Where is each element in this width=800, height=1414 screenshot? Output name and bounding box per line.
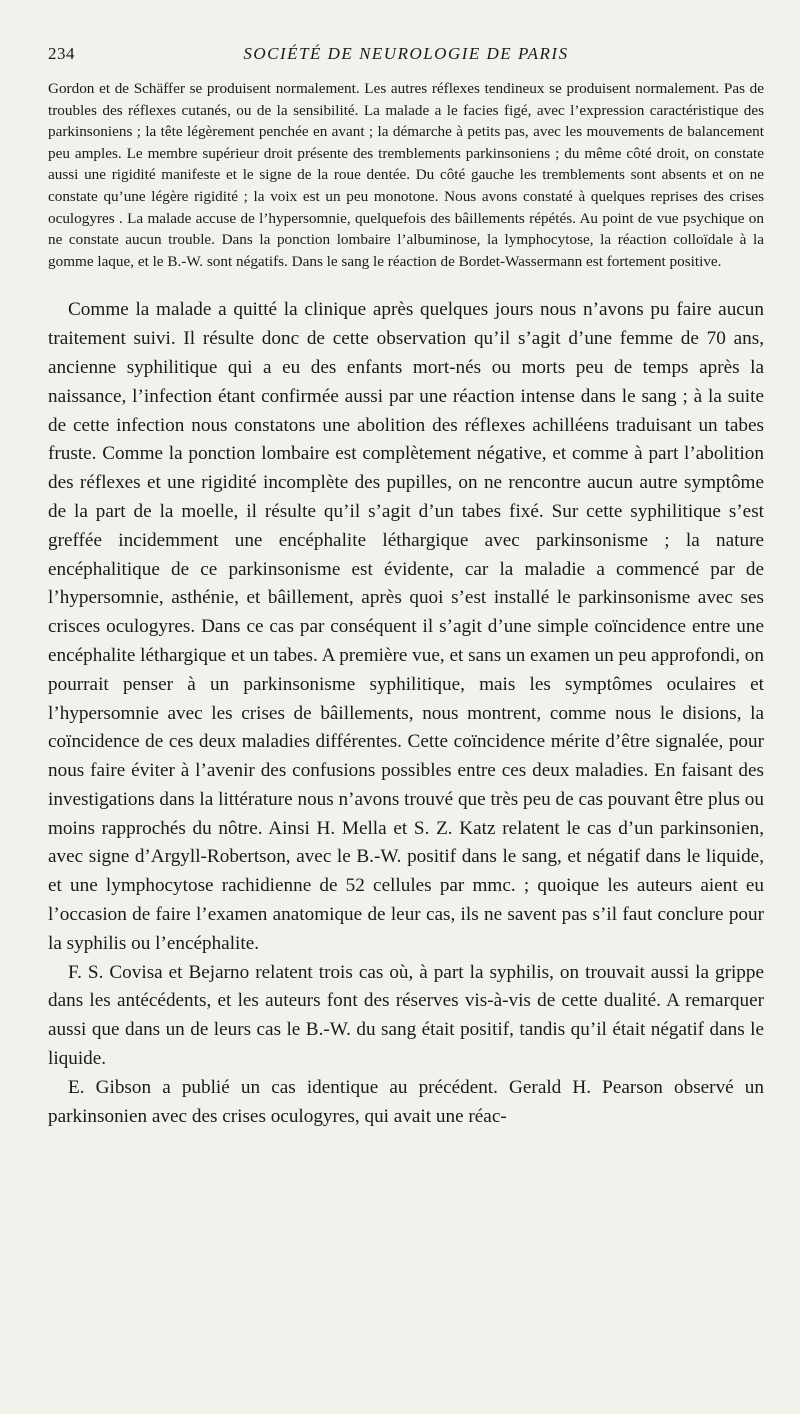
running-header (48, 44, 764, 74)
journal-title: SOCIÉTÉ DE NEUROLOGIE DE PARIS (243, 44, 569, 63)
discussion-paragraph-3: E. Gibson a publié un cas identique au précédent. Gerald H. Pearson observé un parkinsonien avec des crises oculogyres, qui avait une réac- (48, 1076, 764, 1127)
discussion-paragraph-2: F. S. Covisa et Bejarno relatent trois cas où, à part la syphilis, on trouvait aussi la grippe dans les antécédents, et les auteurs font des réserves vis-à-vis de cette dualité. A remarquer aussi que dans un de leurs cas le B.-W. du sang était positif, tandis qu’il était négatif dans le liquide. (48, 961, 764, 1070)
case-description-paragraph: Gordon et de Schäffer se produisent normalement. Les autres réflexes tendineux se produisent normalement. Pas de troubles des réflexes cutanés, ou de la sensibilité. La malade a le facies figé, avec l’expression caractéristique des parkinsoniens ; la tête légèrement penchée en avant ; la démarche à petits pas, avec les mouvements de balancement peu amples. Le membre supérieur droit présente des tremblements parkinsoniens ; du même côté droit, on constate aussi une rigidité manifeste et le signe de la roue dentée. Du côté gauche les tremblements sont absents et on ne constate qu’une légère rigidité ; la voix est un peu monotone. Nous avons constaté à quelques reprises des crises oculogyres . La malade accuse de l’hypersomnie, quelquefois des bâillements répétés. Au point de vue psychique on ne constate aucun trouble. Dans la ponction lombaire l’albuminose, la lymphocytose, la réaction colloïdale à la gomme laque, et le B.-W. sont négatifs. Dans le sang le réaction de Bordet-Wassermann est fortement positive. (48, 80, 764, 270)
discussion-paragraph-1: Comme la malade a quitté la clinique après quelques jours nous n’avons pu faire aucun traitement suivi. Il résulte donc de cette observation qu’il s’agit d’une femme de 70 ans, ancienne syphilitique qui a eu des enfants mort-nés ou morts peu de temps après la naissance, l’infection étant confirmée aussi par une réaction intense dans le sang ; à la suite de cette infection nous constatons une abolition des réflexes achilléens traduisant un tabes fruste. Comme la ponction lombaire est complètement négative, et comme à part l’abolition des réflexes et une rigidité incomplète des pupilles, on ne rencontre aucun autre symptôme de la part de la moelle, il résulte qu’il s’agit d’un tabes fixé. Sur cette syphilitique s’est greffée incidemment une encéphalite léthargique avec parkinsonisme ; la nature encéphalitique de ce parkinsonisme est évidente, car la maladie a commencé par de l’hypersomnie, asthénie, et bâillement, après quoi s’est installé le parkinsonisme avec ses crisces oculogyres. Dans ce cas par conséquent il s’agit d’une simple coïncidence entre une encéphalite léthargique et un tabes. A première vue, et sans un examen un peu approfondi, on pourrait penser à un parkinsonisme syphilitique, mais les symptômes oculaires et l’hypersomnie avec les crises de bâillements, nous montrent, comme nous le disions, la coïncidence de ces deux maladies différentes. Cette coïncidence mérite d’être signalée, pour nous faire éviter à l’avenir des confusions possibles entre ces deux maladies. En faisant des investigations dans la littérature nous n’avons trouvé que très peu de cas pouvant être plus ou moins rapprochés du nôtre. Ainsi H. Mella et S. Z. Katz relatent le cas d’un parkinsonien, avec signe d’Argyll-Robertson, avec le B.-W. positif dans le sang, et négatif dans le liquide, et une lymphocytose rachidienne de 52 cellules par mmc. ; quoique les auteurs aient eu l’occasion de faire l’examen anatomique de leur cas, ils ne savent pas s’il faut conclure pour la syphilis ou l’encéphalite. (48, 299, 764, 954)
discussion-text (48, 296, 764, 1131)
page-number: 234 (48, 44, 75, 63)
